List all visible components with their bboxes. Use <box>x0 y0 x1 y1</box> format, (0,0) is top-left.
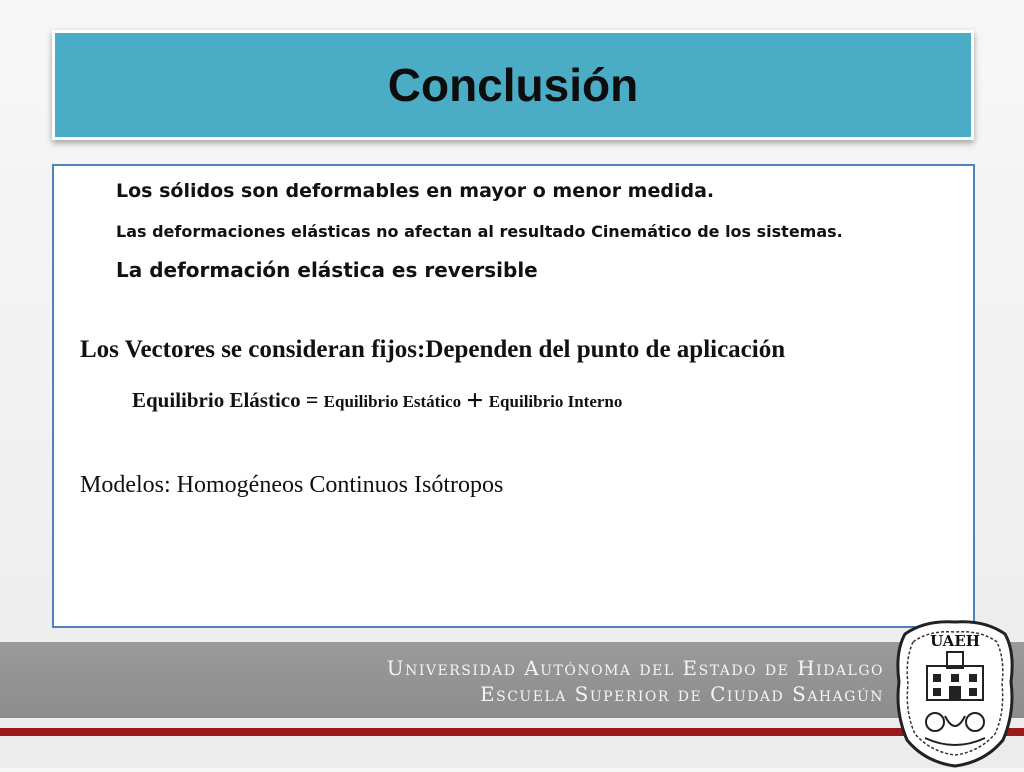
equation-equals: = <box>305 387 319 412</box>
school-name <box>480 682 884 706</box>
equation-right: Equilibrio Interno <box>488 392 623 411</box>
bullet-3: La deformación elástica es reversible <box>116 258 538 282</box>
vectors-statement: Los Vectores se consideran fijos:Dependen del punto de aplicación <box>80 336 786 363</box>
footer-band <box>0 642 1024 718</box>
title-bar <box>52 30 974 140</box>
content-box <box>52 164 975 628</box>
university-name-text: Universidad Autónoma del Estado de Hidalgo <box>386 656 884 680</box>
uaeh-shield-icon <box>885 612 1024 768</box>
models-statement: Modelos: Homogéneos Continuos Isótropos <box>80 472 504 498</box>
bullet-2: Las deformaciones elásticas no afectan al resultado Cinemático de los sistemas. <box>116 222 843 241</box>
equation-left: Equilibrio Elástico <box>132 388 301 412</box>
university-name <box>387 656 884 680</box>
bullet-1: Los sólidos son deformables en mayor o menor medida. <box>116 180 715 202</box>
equilibrium-equation <box>132 384 622 418</box>
school-name-text: Escuela Superior de Ciudad Sahagún <box>480 682 884 706</box>
equation-middle: Equilibrio Estático <box>323 392 462 411</box>
equation-plus: + <box>466 384 484 417</box>
accent-line <box>0 728 1024 736</box>
slide-title: Conclusión <box>387 59 639 111</box>
logo-text: UAEH <box>930 632 980 650</box>
